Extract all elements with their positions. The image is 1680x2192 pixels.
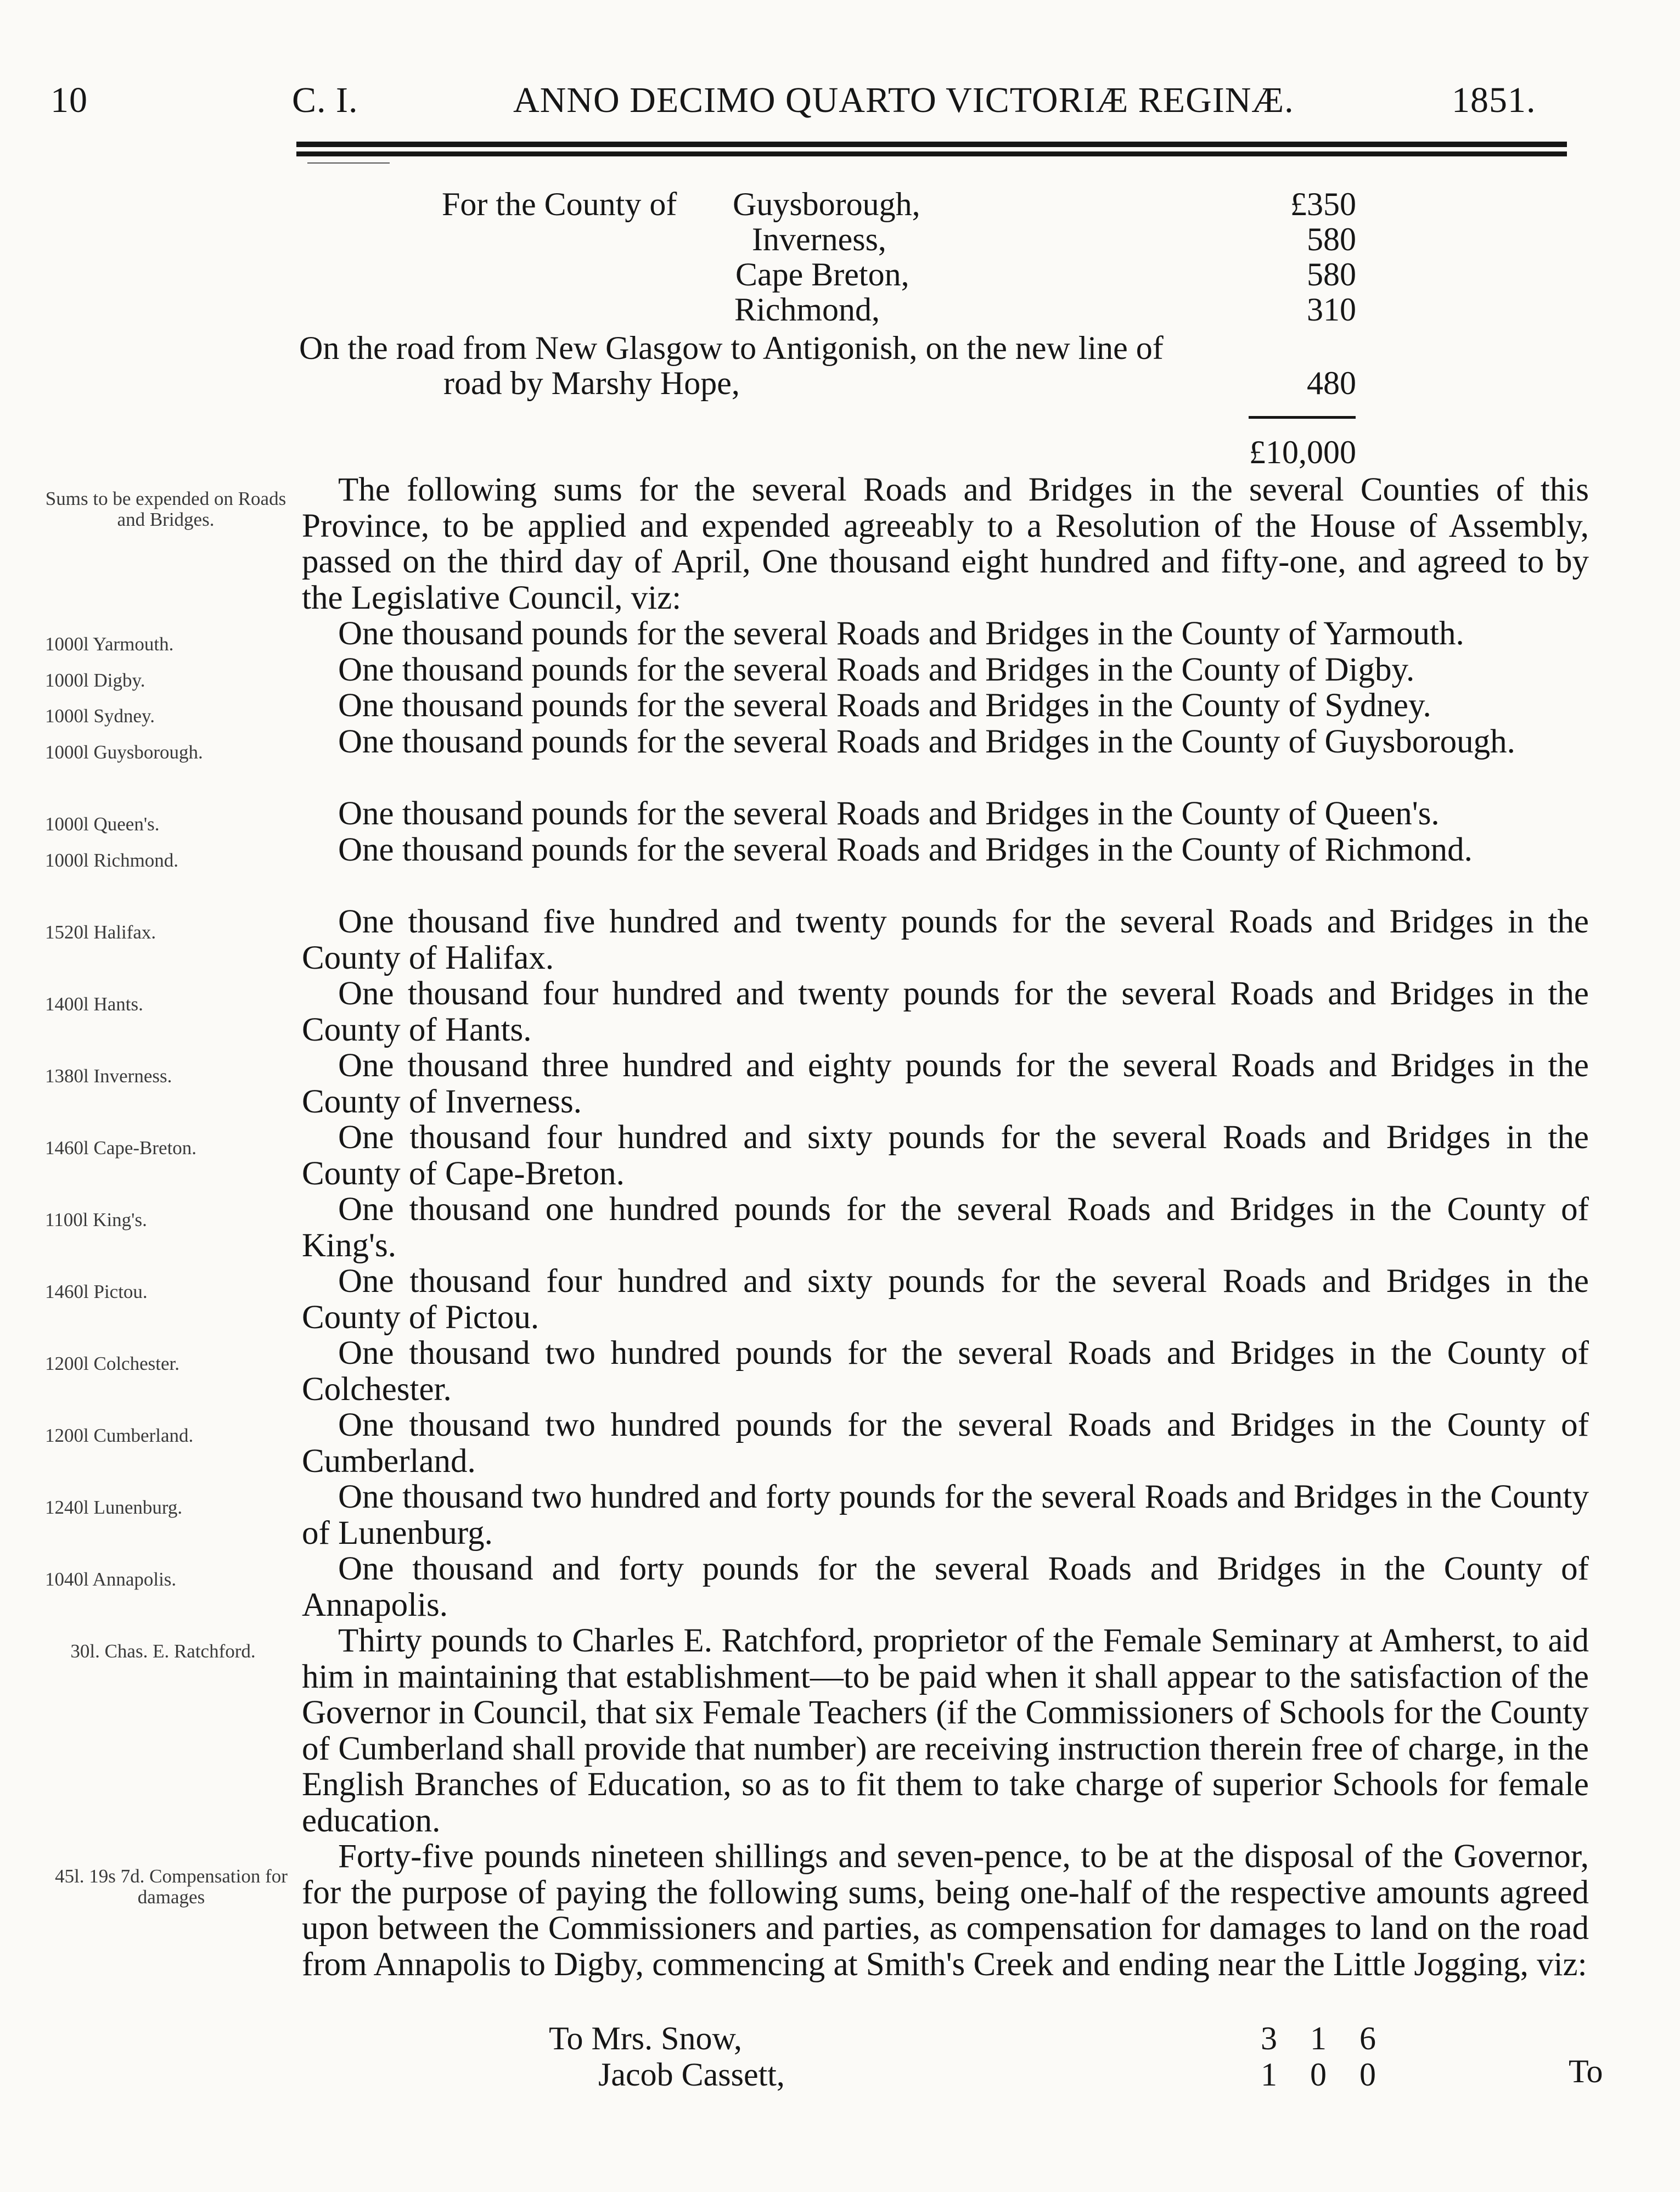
appropriation-paragraph: One thousand and forty pounds for the several Roads and Bridges in the County of Annapolis.: [302, 1550, 1589, 1623]
payee-name: Jacob Cassett,: [598, 2056, 785, 2093]
appropriation-paragraph: One thousand pounds for the several Roads and Bridges in the County of Sydney.: [338, 687, 1431, 724]
allocation-amount: 580: [1307, 221, 1356, 257]
margin-note: 1200l Colchester.: [45, 1353, 179, 1374]
allocation-prefix: For the County of: [442, 186, 677, 222]
compensation-paragraph: Forty-five pounds nineteen shillings and seven-pence, to be at the disposal of the Governor, for the purpose of paying the following sums, being one-half of the respective amounts agreed upon between the Commissioners and parties, as compensation for damages to land on the road from Annapolis to Digby, commencing at Smith's Creek and ending near the Little Jogging, viz:: [302, 1838, 1589, 1983]
margin-note: 1000l Richmond.: [45, 850, 179, 871]
road-allocation-line1: [0, 329, 1680, 366]
allocation-row: [0, 221, 1680, 257]
payment-pence: 6: [1359, 2020, 1376, 2056]
margin-note: 1000l Digby.: [45, 670, 145, 691]
road-amount: 480: [1307, 365, 1356, 401]
appropriation-paragraph: One thousand two hundred and forty pounds for the several Roads and Bridges in the County of Lunenburg.: [302, 1479, 1589, 1552]
appropriation-paragraph: One thousand one hundred pounds for the several Roads and Bridges in the County of King's.: [302, 1191, 1589, 1264]
page-number: 10: [50, 80, 88, 120]
appropriation-paragraph: One thousand four hundred and sixty pounds for the several Roads and Bridges in the County of Cape-Breton.: [302, 1119, 1589, 1192]
margin-note: 1200l Cumberland.: [45, 1425, 194, 1446]
total-row: [0, 434, 1680, 470]
margin-note: 1040l Annapolis.: [45, 1569, 177, 1590]
appropriation-paragraph: One thousand two hundred pounds for the several Roads and Bridges in the County of Cumberland.: [302, 1407, 1589, 1480]
chapter-number: C. I.: [292, 80, 358, 120]
appropriation-paragraph: One thousand two hundred pounds for the several Roads and Bridges in the County of Colchester.: [302, 1335, 1589, 1408]
payment-pounds: 3: [1261, 2020, 1277, 2056]
road-text: On the road from New Glasgow to Antigonish, on the new line of: [299, 330, 1164, 366]
payment-shillings: 1: [1310, 2020, 1327, 2056]
appropriation-paragraph: One thousand three hundred and eighty pounds for the several Roads and Bridges in the County of Inverness.: [302, 1047, 1589, 1120]
margin-note: 45l. 19s 7d. Compensation for damages: [55, 1865, 288, 1908]
margin-note: 1000l Yarmouth.: [45, 633, 174, 655]
running-title: ANNO DECIMO QUARTO VICTORIÆ REGINÆ.: [513, 80, 1294, 120]
appropriation-paragraph: One thousand five hundred and twenty pounds for the several Roads and Bridges in the County of Halifax.: [302, 903, 1589, 976]
catchword: To: [1569, 2053, 1603, 2089]
header-rule-thick-lower: [296, 151, 1567, 156]
appropriation-paragraph: One thousand pounds for the several Roads and Bridges in the County of Yarmouth.: [338, 615, 1464, 652]
appropriation-paragraph: One thousand four hundred and twenty pounds for the several Roads and Bridges in the County of Hants.: [302, 975, 1589, 1048]
appropriation-paragraph: One thousand pounds for the several Roads and Bridges in the County of Guysborough.: [338, 723, 1515, 760]
payment-shillings: 0: [1310, 2056, 1327, 2093]
road-allocation-line2: [0, 364, 1680, 401]
payment-pence: 0: [1359, 2056, 1376, 2093]
margin-note: 1460l Cape-Breton.: [45, 1137, 197, 1159]
margin-note: Sums to be expended on Roads and Bridges.: [45, 488, 286, 530]
margin-note: 1000l Guysborough.: [45, 741, 203, 763]
appropriation-paragraph: One thousand pounds for the several Roads and Bridges in the County of Digby.: [338, 651, 1415, 688]
seminary-paragraph: Thirty pounds to Charles E. Ratchford, proprietor of the Female Seminary at Amherst, to aid him in maintaining that establishment—to be paid when it shall appear to the satisfaction of the Governor in Council, that six Female Teachers (if the Commissioners of Schools for the County of Cumberland shall provide that number) are receiving instruction therein free of charge, in the English Branches of Education, so as to fit them to take charge of superior Schools for female education.: [302, 1622, 1589, 1839]
allocation-row: [0, 186, 1680, 222]
allocation-row: [0, 256, 1680, 292]
margin-note: 1100l King's.: [45, 1209, 147, 1230]
allocation-place: Richmond,: [734, 291, 880, 328]
intro-paragraph: The following sums for the several Roads and Bridges in the several Counties of this Province, to be applied and expended agreeably to a Resolution of the House of Assembly, passed on the third day of April, One thousand eight hundred and fifty-one, and agreed to by the Legislative Council, viz:: [302, 471, 1589, 616]
payee-name: To Mrs. Snow,: [549, 2020, 742, 2056]
year: 1851.: [1452, 80, 1536, 120]
header-rule-thick: [296, 142, 1567, 147]
allocation-place: Guysborough,: [733, 186, 920, 222]
appropriation-paragraph: One thousand pounds for the several Roads and Bridges in the County of Richmond.: [338, 831, 1473, 868]
allocation-amount: 580: [1307, 256, 1356, 293]
allocation-amount: £350: [1290, 186, 1356, 222]
allocation-amount: 310: [1307, 291, 1356, 328]
header-rule-thin: [307, 162, 390, 164]
road-text: road by Marshy Hope,: [443, 365, 740, 401]
allocation-row: [0, 291, 1680, 327]
margin-note: 30l. Chas. E. Ratchford.: [70, 1640, 256, 1662]
margin-note: 1400l Hants.: [45, 993, 143, 1015]
total-amount: £10,000: [1249, 434, 1356, 470]
margin-note: 1240l Lunenburg.: [45, 1497, 183, 1518]
appropriation-paragraph: One thousand four hundred and sixty pounds for the several Roads and Bridges in the County of Pictou.: [302, 1263, 1589, 1336]
payment-pounds: 1: [1261, 2056, 1277, 2093]
allocation-place: Cape Breton,: [735, 256, 909, 293]
total-rule: [1249, 416, 1356, 419]
margin-note: 1520l Halifax.: [45, 921, 156, 943]
margin-note: 1380l Inverness.: [45, 1065, 172, 1087]
allocation-place: Inverness,: [752, 221, 886, 257]
margin-note: 1000l Queen's.: [45, 813, 160, 835]
appropriation-paragraph: One thousand pounds for the several Roads and Bridges in the County of Queen's.: [338, 795, 1440, 832]
margin-note: 1000l Sydney.: [45, 705, 155, 727]
margin-note: 1460l Pictou.: [45, 1281, 148, 1302]
